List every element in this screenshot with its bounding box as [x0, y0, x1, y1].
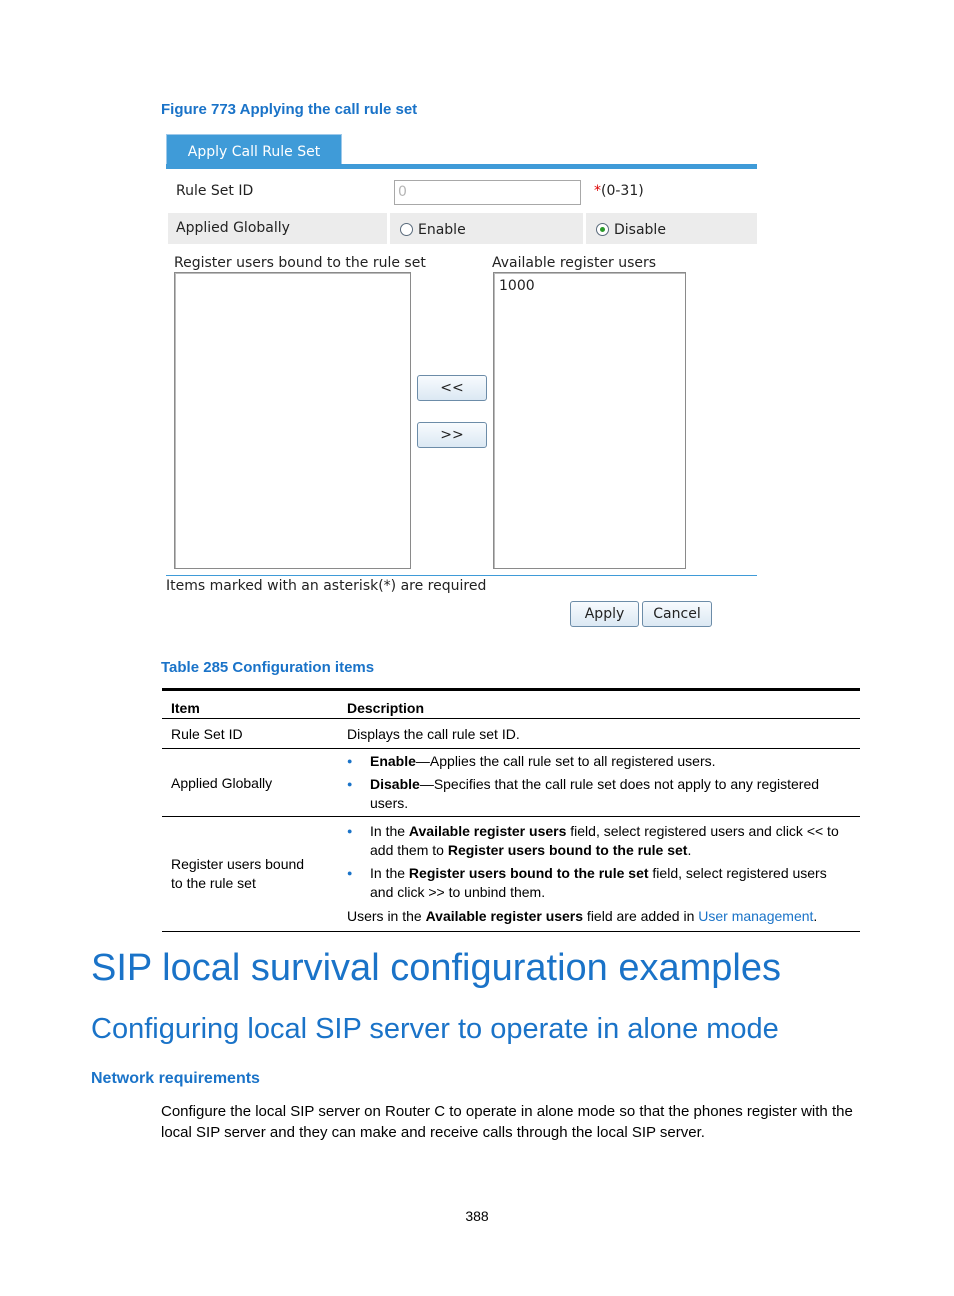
tab-apply-call-rule-set[interactable]: Apply Call Rule Set: [166, 134, 342, 168]
list-item: ● Disable—Specifies that the call rule set does not apply to any registered users.: [347, 775, 852, 813]
tab-underline: [166, 164, 757, 169]
disable-radio[interactable]: [596, 223, 609, 236]
heading-2: Configuring local SIP server to operate in alone mode: [91, 1013, 779, 1045]
table-caption: Table 285 Configuration items: [161, 659, 375, 676]
enable-radio[interactable]: [400, 223, 413, 236]
list-item: ● Enable—Applies the call rule set to all registered users.: [347, 752, 852, 771]
applied-globally-label: Applied Globally: [176, 220, 290, 236]
row-description: [338, 817, 860, 932]
available-users-list[interactable]: [493, 272, 686, 569]
required-note: Items marked with an asterisk(*) are required: [166, 578, 487, 594]
header-item: Item: [162, 691, 338, 719]
rule-set-id-label: Rule Set ID: [176, 183, 254, 199]
configuration-table: [162, 691, 860, 932]
disable-cell: [586, 213, 757, 244]
bound-users-list[interactable]: [174, 272, 411, 569]
remove-from-bound-button[interactable]: >>: [417, 422, 487, 448]
row-item: Register users bound to the rule set: [162, 817, 338, 932]
heading-3: Network requirements: [91, 1070, 260, 1087]
rule-set-id-value: 0: [398, 184, 407, 200]
body-paragraph: Configure the local SIP server on Router C to operate in alone mode so that the phones register with the local SIP server and they can make and receive calls through the local SIP server.: [161, 1103, 853, 1141]
heading-1: SIP local survival configuration examples: [91, 947, 781, 989]
row-description: [338, 749, 860, 817]
row-item: Applied Globally: [162, 749, 338, 817]
table-row: [162, 719, 860, 749]
disable-label: Disable: [614, 222, 666, 238]
rule-set-id-hint: *(0-31): [594, 183, 644, 199]
row-description: Displays the call rule set ID.: [338, 719, 860, 749]
list-item[interactable]: 1000: [499, 278, 535, 294]
cancel-button[interactable]: Cancel: [642, 601, 712, 627]
user-management-link[interactable]: User management: [698, 908, 814, 924]
divider: [166, 575, 757, 576]
enable-label: Enable: [418, 222, 466, 238]
table-header-row: [162, 691, 860, 719]
page-number: 388: [465, 1208, 489, 1224]
figure-caption: Figure 773 Applying the call rule set: [161, 101, 418, 118]
apply-button[interactable]: Apply: [570, 601, 639, 627]
row-note: Users in the Available register users field are added in User management.: [347, 908, 818, 924]
row-item: Rule Set ID: [162, 719, 338, 749]
list-item: ● In the Available register users field, select registered users and click << to add them to Register users bound to the rule set.: [347, 822, 852, 860]
add-to-bound-button[interactable]: <<: [417, 375, 487, 401]
rule-set-id-input[interactable]: [394, 180, 581, 205]
table-row: [162, 749, 860, 817]
table-row: [162, 817, 860, 932]
bound-users-label: Register users bound to the rule set: [174, 255, 426, 271]
list-item: ● In the Register users bound to the rule set field, select registered users and click >> to unbind them.: [347, 864, 852, 902]
available-users-label: Available register users: [492, 255, 657, 271]
header-description: Description: [338, 691, 860, 719]
